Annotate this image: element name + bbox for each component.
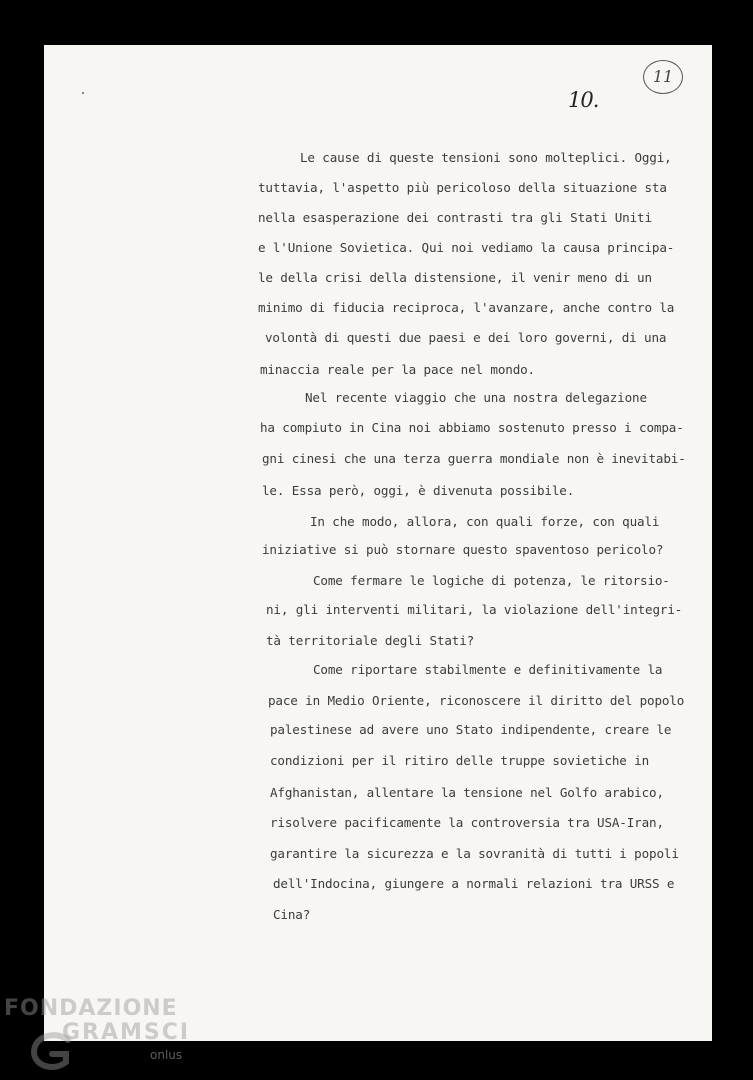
- text-line: minimo di fiducia reciproca, l'avanzare, anche contro la: [258, 300, 675, 315]
- text-line: ni, gli interventi militari, la violazione dell'integri-: [266, 602, 683, 617]
- text-line: risolvere pacificamente la controversia tra USA-Iran,: [270, 815, 664, 830]
- text-line: volontà di questi due paesi e dei loro governi, di una: [265, 330, 667, 345]
- watermark-logo: [0, 992, 200, 1080]
- paper-speck: [82, 92, 84, 94]
- text-line: nella esasperazione dei contrasti tra gli Stati Uniti: [258, 210, 652, 225]
- text-line: Cina?: [273, 907, 311, 922]
- text-line: Afghanistan, allentare la tensione nel Golfo arabico,: [270, 785, 664, 800]
- archive-stamp: 11: [643, 60, 683, 94]
- text-line: tà territoriale degli Stati?: [266, 633, 475, 648]
- logo-swirl-icon: [30, 1032, 74, 1072]
- page-number: 10.: [568, 88, 599, 112]
- text-line: gni cinesi che una terza guerra mondiale non è inevitabi-: [262, 451, 686, 466]
- text-line: le della crisi della distensione, il venir meno di un: [258, 270, 652, 285]
- text-line: iniziative si può stornare questo spaventoso pericolo?: [262, 542, 664, 557]
- text-line: garantire la sicurezza e la sovranità di tutti i popoli: [270, 846, 679, 861]
- text-line: tuttavia, l'aspetto più pericoloso della situazione sta: [258, 180, 667, 195]
- text-line: Nel recente viaggio che una nostra delegazione: [305, 390, 647, 405]
- text-line: ha compiuto in Cina noi abbiamo sostenuto presso i compa-: [260, 420, 684, 435]
- text-line: In che modo, allora, con quali forze, con quali: [310, 514, 660, 529]
- text-line: Le cause di queste tensioni sono molteplici. Oggi,: [300, 150, 672, 165]
- watermark-line1: FONDAZIONE: [4, 996, 178, 1021]
- text-line: le. Essa però, oggi, è divenuta possibile.: [262, 483, 575, 498]
- watermark-line2: GRAMSCI: [62, 1020, 191, 1045]
- text-line: Come riportare stabilmente e definitivamente la: [313, 662, 663, 677]
- text-line: minaccia reale per la pace nel mondo.: [260, 362, 535, 377]
- text-line: palestinese ad avere uno Stato indipendente, creare le: [270, 722, 672, 737]
- text-line: Come fermare le logiche di potenza, le ritorsio-: [313, 573, 670, 588]
- text-line: e l'Unione Sovietica. Qui noi vediamo la causa principa-: [258, 240, 675, 255]
- text-line: pace in Medio Oriente, riconoscere il diritto del popolo: [268, 693, 685, 708]
- text-line: condizioni per il ritiro delle truppe sovietiche in: [270, 753, 650, 768]
- text-line: dell'Indocina, giungere a normali relazioni tra URSS e: [273, 876, 675, 891]
- watermark-line3: onlus: [150, 1048, 183, 1062]
